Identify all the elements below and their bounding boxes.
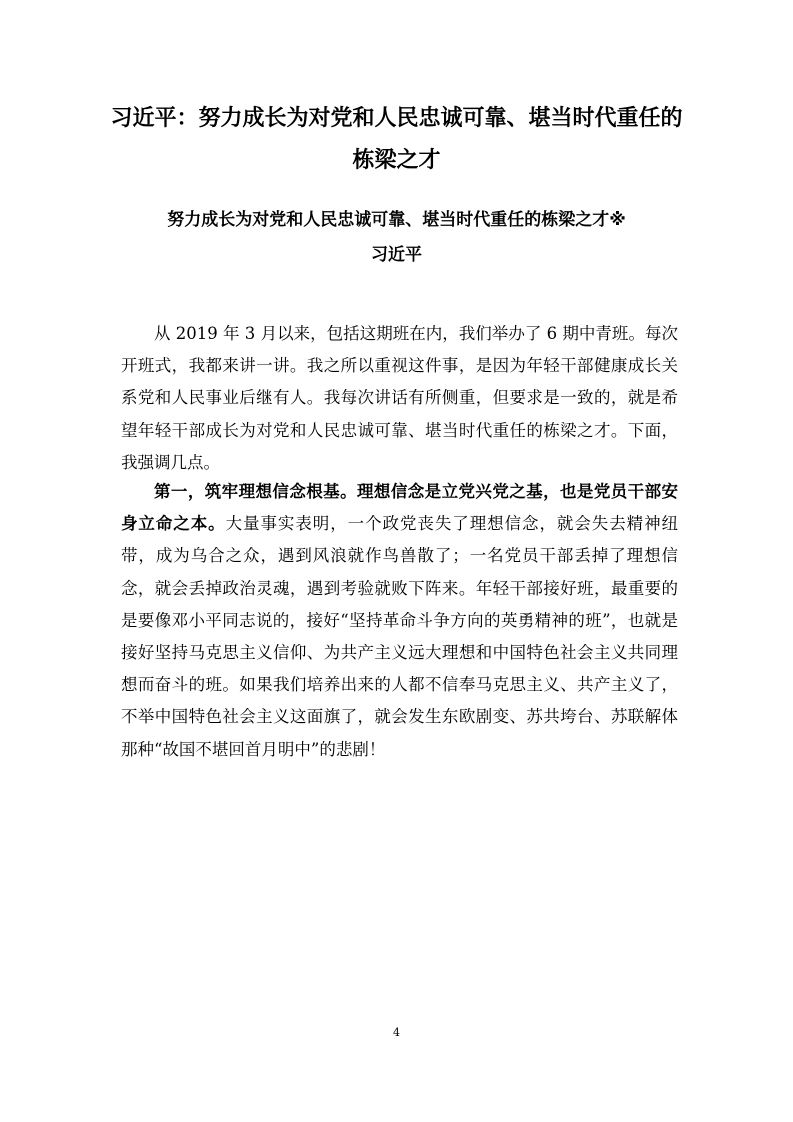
paragraph-2-bold-lead: 第一，筑牢理想信念根基。理想信念是立党兴党之基，也是党员干部安身立命之本。 (121, 482, 678, 534)
document-author: 习近平 (371, 245, 422, 265)
document-title-line-1: 习近平：努力成长为对党和人民忠诚可靠、堪当时代重任的 (110, 106, 683, 131)
body-paragraph-1: 从 2019 年 3 月以来，包括这期班在内，我们举办了 6 期中青班。每次开班式，我都来讲一讲。我之所以重视这件事，是因为年轻干部健康成长关系党和人民事业后继有人。我每次讲话有所侧重，但要求是一致的，就是希望年轻干部成长为对党和人民忠诚可靠、堪当时代重任的栋梁之才。下面，我强调几点。 (121, 324, 678, 472)
body-paragraph-2 (121, 476, 678, 766)
paragraph-2-body: 大量事实表明，一个政党丧失了理想信念，就会失去精神纽带，成为乌合之众，遇到风浪就作鸟兽散了；一名党员干部丢掉了理想信念，就会丢掉政治灵魂，遇到考验就败下阵来。年轻干部接好班，最重要的是要像邓小平同志说的，接好“坚持革命斗争方向的英勇精神的班”，也就是接好坚持马克思主义信仰、为共产主义远大理想和中国特色社会主义共同理想而奋斗的班。如果我们培养出来的人都不信奉马克思主义、共产主义了，不举中国特色社会主义这面旗了，就会发生东欧剧变、苏共垮台、苏联解体那种“故国不堪回首月明中”的悲剧！ (121, 514, 679, 759)
document-subtitle: 努力成长为对党和人民忠诚可靠、堪当时代重任的栋梁之才※ (167, 210, 626, 230)
page-number: 4 (393, 1026, 400, 1039)
document-title-line-2: 栋梁之才 (352, 148, 441, 173)
